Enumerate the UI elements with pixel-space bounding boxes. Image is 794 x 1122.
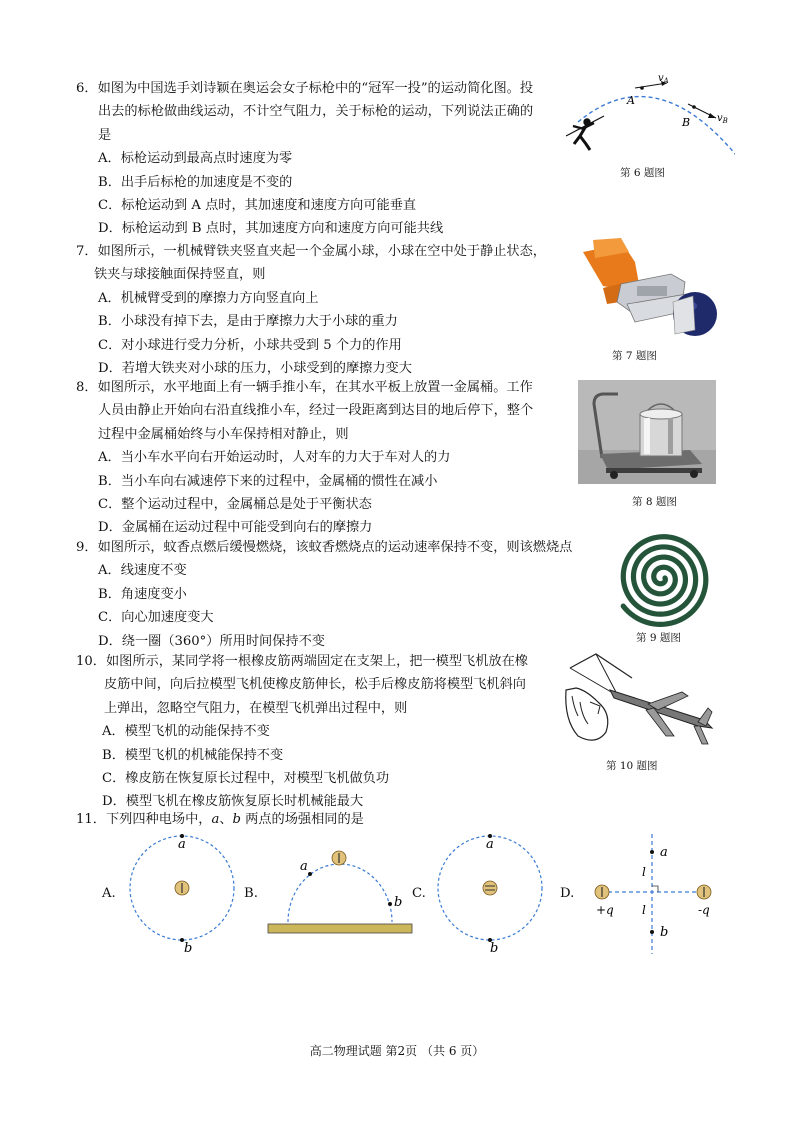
q10-caption: 第 10 题图 [606,760,658,772]
q10-option-a: A．模型飞机的动能保持不变 [102,724,270,740]
athlete-figure [566,116,604,150]
q11-option-d-figure [582,832,722,956]
q7-robot-arm-figure [583,238,723,340]
q9-mosquito-coil-figure [612,528,712,628]
question-7 [76,240,546,380]
javelin-trajectory [578,97,735,155]
point-a [650,850,654,854]
q10-option-c: C．橡皮筋在恢复原长过程中，对模型飞机做负功 [102,771,390,787]
q8-caption: 第 8 题图 [632,496,677,508]
label-a: a [660,845,668,860]
q8-cart-photo [578,380,716,484]
q6-javelin-figure [560,70,735,170]
q6-stem-line3: 是 [98,127,112,143]
label-A: A [627,94,635,107]
q10-option-d: D．模型飞机在橡皮筋恢复原长时机械能最大 [102,794,364,810]
question-6 [76,77,533,241]
question-10 [76,650,528,814]
q8-option-d: D．金属桶在运动过程中可能受到向右的摩擦力 [98,520,373,536]
q7-option-c: C．对小球进行受力分析，小球共受到 5 个力的作用 [98,337,402,353]
q6-option-b: B．出手后标枪的加速度是不变的 [98,174,293,190]
slingshot-frame [570,654,632,678]
q9-option-d: D．绕一圈（360°）所用时间保持不变 [98,633,325,649]
question-11 [76,808,364,831]
q9-option-c: C．向心加速度变大 [98,610,214,626]
point-a [308,872,312,876]
q11-option-d-label: D. [560,886,575,901]
label-a: a [486,837,494,852]
label-vA: $v_A$ [658,73,669,85]
q10-stem-line3: 上弹出，忽略空气阻力，在模型飞机弹出过程中，则 [104,700,408,716]
question-9 [76,536,572,653]
label-a: a [300,859,308,874]
label-a: a [178,837,186,852]
q7-option-d: D．若增大铁夹对小球的压力，小球受到的摩擦力变大 [98,361,412,377]
q9-option-b: B．角速度变小 [98,586,187,602]
label-l-bottom: l [642,903,646,917]
q6-option-c: C．标枪运动到 A 点时，其加速度和速度方向可能垂直 [98,198,417,214]
q10-model-plane-figure [562,650,722,750]
q7-stem-line1: 7．如图所示，一机械臂铁夹竖直夹起一个金属小球，小球在空中处于静止状态， [76,244,546,259]
q7-option-b: B．小球没有掉下去，是由于摩擦力大于小球的重力 [98,314,398,330]
label-plus-q: +q [596,903,614,917]
q10-stem-line1: 10．如图所示，某同学将一根橡皮筋两端固定在支架上，把一模型飞机放在橡 [76,654,528,669]
conducting-plate [268,924,412,933]
q11-option-a-label: A. [102,886,116,901]
q8-stem-line2: 人员由静止开始向右沿直线推小车，经过一段距离到达目的地后停下，整个 [98,403,534,419]
q8-option-a: A．当小车水平向右开始运动时，人对车的力大于车对人的力 [98,450,451,466]
q11-option-b-label: B. [244,886,258,901]
q10-option-b: B．模型飞机的机械能保持不变 [102,747,284,763]
q8-stem-line1: 8．如图所示，水平地面上有一辆手推小车，在其水平板上放置一金属桶。工作 [76,380,533,395]
q6-caption: 第 6 题图 [620,167,665,179]
label-vB: $v_B$ [717,113,728,125]
label-b: b [394,895,403,910]
page-footer: 高二物理试题 第2页 （共 6 页） [309,1044,485,1058]
point-b [388,902,392,906]
q7-caption: 第 7 题图 [612,350,657,362]
q6-stem-line1: 6．如图为中国选手刘诗颖在奥运会女子标枪中的“冠军一投”的运动简化图。投 [76,81,534,96]
hand [566,688,608,740]
q11-option-a-figure [122,830,246,958]
q8-option-c: C．整个运动过程中，金属桶总是处于平衡状态 [98,497,372,513]
q10-stem-line2: 皮筋中间，向后拉模型飞机使橡皮筋伸长，松手后橡皮筋将模型飞机斜向 [104,677,526,693]
q9-option-a: A．线速度不变 [98,563,187,579]
q11-option-b-figure [262,842,416,938]
q6-option-d: D．标枪运动到 B 点时，其加速度方向和速度方向可能共线 [98,221,444,237]
label-b: b [184,941,193,956]
q8-option-b: B．当小车向右减速停下来的过程中，金属桶的惯性在减小 [98,473,438,489]
point-charge [483,881,497,895]
mosquito-coil-spiral [623,537,706,625]
point-b [650,930,654,934]
label-l-top: l [642,865,646,879]
label-minus-q: -q [698,903,710,917]
q6-option-a: A．标枪运动到最高点时速度为零 [98,151,293,167]
q11-stem: 11．下列四种电场中，a、b 两点的场强相同的是 [76,812,364,827]
q7-option-a: A．机械臂受到的摩擦力方向竖直向上 [98,290,319,306]
q8-stem-line3: 过程中金属桶始终与小车保持相对静止，则 [98,426,349,442]
q6-stem-line2: 出去的标枪做曲线运动，不计空气阻力，关于标枪的运动，下列说法正确的 [98,104,534,120]
q11-option-c-label: C. [412,886,426,901]
q7-stem-line2: 铁夹与球接触面保持竖直，则 [94,267,266,283]
question-8 [76,376,533,540]
q9-caption: 第 9 题图 [636,632,681,644]
label-b: b [490,941,499,956]
label-b: b [660,925,669,940]
q9-stem-line1: 9．如图所示，蚊香点燃后缓慢燃烧，该蚊香燃烧点的运动速率保持不变，则该燃烧点 [76,540,573,555]
q11-option-c-figure [432,830,556,958]
label-B: B [682,116,691,129]
